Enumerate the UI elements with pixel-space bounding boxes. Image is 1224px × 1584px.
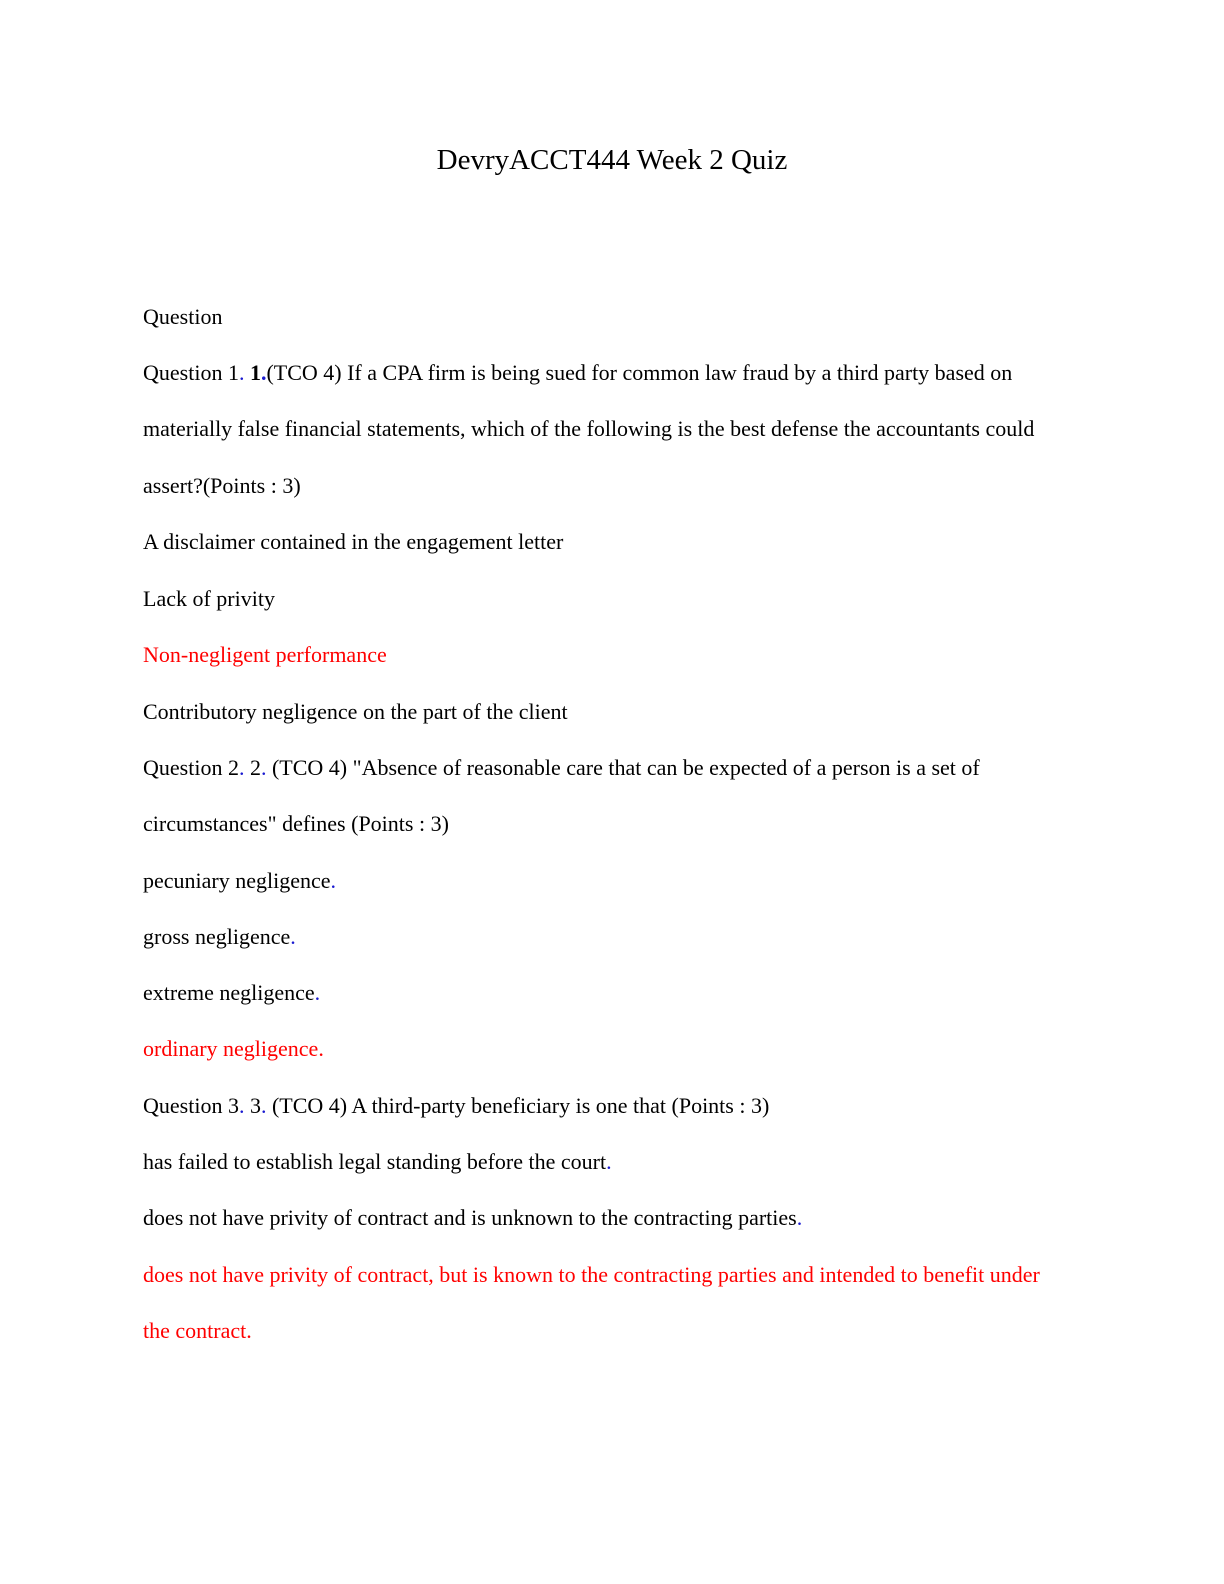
question-3-number: 3 [249, 1093, 261, 1118]
question-2-option-d-correct: ordinary negligence. [143, 1036, 324, 1061]
question-1-label: Question 1 [143, 360, 239, 385]
question-1-stem: (TCO 4) If a CPA firm is being sued for common law fraud by a third party based on [266, 360, 1013, 385]
question-2-line-1 [143, 753, 1083, 783]
question-2-number: 2 [249, 755, 261, 780]
question-2-option-a: pecuniary negligence. [143, 868, 337, 893]
question-3-option-c-correct-line-2: the contract. [143, 1318, 252, 1343]
question-3-option-c-correct-line-1: does not have privity of contract, but is known to the contracting parties and intended to benefit under [143, 1262, 1040, 1287]
separator-dot: . [238, 360, 245, 385]
question-2-option-b: gross negligence. [143, 924, 296, 949]
separator-dot: . [260, 755, 267, 780]
question-3-stem: (TCO 4) A third-party beneficiary is one that (Points : 3) [271, 1093, 770, 1118]
separator-dot: . [260, 1093, 267, 1118]
question-1-option-c-correct: Non-negligent performance [143, 642, 387, 667]
section-label: Question [143, 304, 223, 329]
question-3-option-b: does not have privity of contract and is unknown to the contracting parties. [143, 1205, 803, 1230]
question-1-option-b: Lack of privity [143, 586, 275, 611]
question-2-option-c: extreme negligence. [143, 980, 321, 1005]
question-1-option-d: Contributory negligence on the part of the client [143, 699, 568, 724]
question-1-line-1 [143, 358, 1083, 388]
question-2-line-2: circumstances" defines (Points : 3) [143, 811, 449, 836]
question-1-line-3: assert?(Points : 3) [143, 473, 301, 498]
question-1-number: 1. [249, 360, 267, 385]
question-1-line-2: materially false financial statements, which of the following is the best defense the accountants could [143, 416, 1035, 441]
question-1-option-a: A disclaimer contained in the engagement letter [143, 529, 564, 554]
separator-dot: . [238, 755, 245, 780]
question-2-stem: (TCO 4) "Absence of reasonable care that can be expected of a person is a set of [271, 755, 980, 780]
page-title: DevryACCT444 Week 2 Quiz [436, 144, 788, 176]
question-3-label: Question 3 [143, 1093, 239, 1118]
question-2-label: Question 2 [143, 755, 239, 780]
question-3-line-1 [143, 1091, 1083, 1121]
question-3-option-a: has failed to establish legal standing before the court. [143, 1149, 612, 1174]
separator-dot: . [238, 1093, 245, 1118]
